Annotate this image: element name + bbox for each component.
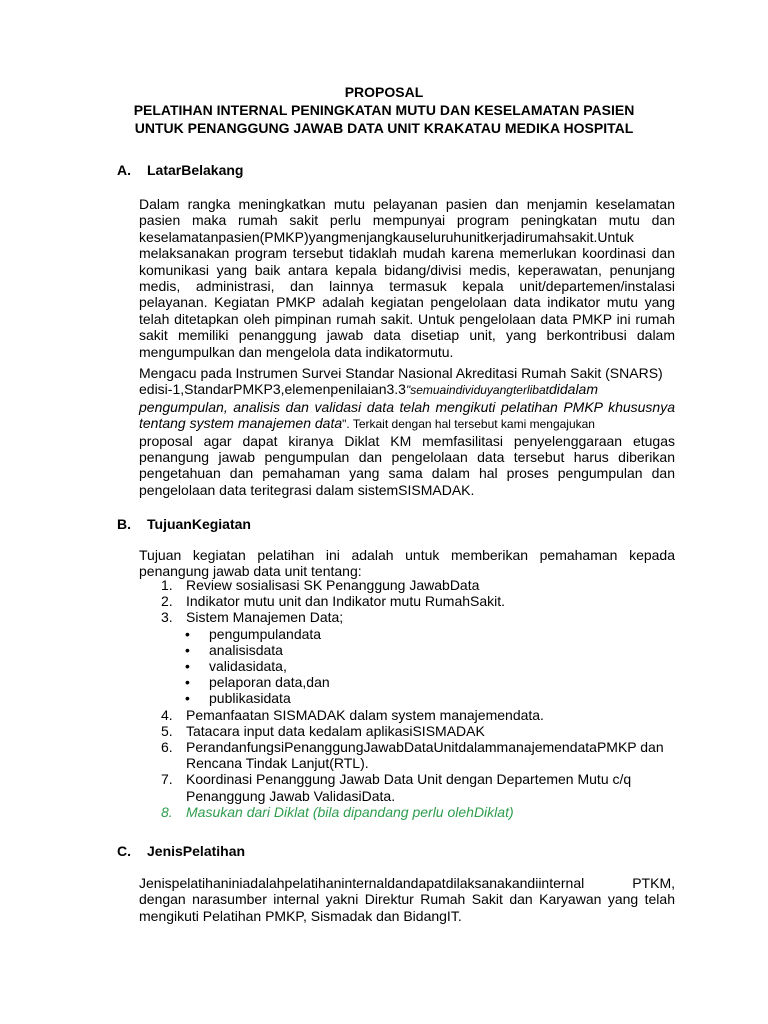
list-text: Review sosialisasi SK Penanggung JawabData <box>186 577 480 593</box>
bullet-item <box>139 658 675 674</box>
bullet-dot-icon: • <box>185 658 190 675</box>
list-text: Tatacara input data kedalam aplikasiSISMADAK <box>186 722 485 739</box>
section-a-heading <box>117 162 243 179</box>
section-b-intro <box>139 547 675 580</box>
bullet-dot-icon: • <box>185 625 190 642</box>
list-item <box>139 739 675 755</box>
list-number: 2. <box>161 593 173 610</box>
list-number: 1. <box>161 577 173 593</box>
paragraph-line: sakit memiliki penanggung jawab data disetiap unit, yang berkontribusi dalam <box>139 327 675 344</box>
list-item <box>139 707 675 723</box>
list-text: Penanggung Jawab ValidasiData. <box>186 787 396 804</box>
section-b-letter: B. <box>117 516 131 532</box>
quote-follow: ". Terkait dengan hal tersebut kami mengajukan <box>342 417 595 432</box>
list-item-continuation <box>139 788 675 804</box>
paragraph-line: proposal agar dapat kiranya Diklat KM memfasilitasi penyelenggaraan etugas <box>139 432 675 449</box>
paragraph-line: medis, administrasi, dan lainnya termasuk kepala unit/departemen/instalasi <box>139 278 675 295</box>
section-a-paragraph-2 <box>139 365 675 498</box>
section-b-title: TujuanKegiatan <box>147 516 251 532</box>
bullet-item <box>139 626 675 642</box>
list-number: 3. <box>161 609 173 626</box>
paragraph-line: melaksanakan program tersebut tidaklah mudah karena memerlukan koordinasi dan <box>139 245 675 262</box>
section-c-letter: C. <box>117 843 131 859</box>
bullet-dot-icon: • <box>185 641 190 658</box>
paragraph-line: Mengacu pada Instrumen Survei Standar Nasional Akreditasi Rumah Sakit (SNARS) <box>139 365 663 381</box>
quote-end: tentang system manajemen data <box>139 415 343 432</box>
section-c-heading <box>117 843 245 860</box>
paragraph-line: pengelolaan data teritegrasi dalam sistemSISMADAK. <box>139 481 475 498</box>
bullet-text: pengumpulandata <box>209 625 322 642</box>
reference-text: edisi-1,StandarPMKP3,elemenpenilaian3.3 <box>139 381 406 398</box>
list-item-highlighted <box>139 804 675 820</box>
document-title <box>0 83 768 137</box>
section-b-heading <box>117 516 251 533</box>
section-c-paragraph <box>139 875 675 924</box>
list-text: Koordinasi Penanggung Jawab Data Unit dengan Departemen Mutu c/q <box>186 771 632 788</box>
bullet-item <box>139 674 675 690</box>
paragraph-line: dengan narasumber internal yakni Direktur Rumah Sakit dan Karyawan yang telah <box>139 891 675 908</box>
title-line-1: PROPOSAL <box>344 84 424 100</box>
bullet-dot-icon: • <box>185 674 190 691</box>
list-item <box>139 609 675 625</box>
paragraph-line: pasien maka rumah sakit perlu mempunyai program peningkatan mutu dan <box>139 212 675 229</box>
paragraph-line: pengetahuan dan pemahaman yang sama dalam hal proses pengumpulan dan <box>139 465 675 482</box>
list-item <box>139 723 675 739</box>
paragraph-line: penangung jawab pengumpulan dan pengelolaan data tersebut harus diberikan <box>139 449 675 466</box>
section-c-title: JenisPelatihan <box>147 843 246 859</box>
list-number: 8. <box>161 803 173 820</box>
list-text: Rencana Tindak Lanjut(RTL). <box>186 755 369 772</box>
section-a-paragraph-1 <box>139 196 675 360</box>
paragraph-line: komunikasi yang baik antara kepala bidang/divisi medis, keperawatan, penunjang <box>139 261 675 278</box>
paragraph-line: mengikuti Pelatihan PMKP, Sismadak dan BidangIT. <box>139 907 462 924</box>
list-item-continuation <box>139 755 675 771</box>
list-text: Pemanfaatan SISMADAK dalam system manajemendata. <box>186 706 544 723</box>
list-item <box>139 593 675 609</box>
list-item <box>139 771 675 787</box>
title-line-2: PELATIHAN INTERNAL PENINGKATAN MUTU DAN KESELAMATAN PASIEN <box>133 102 635 118</box>
paragraph-line: Tujuan kegiatan pelatihan ini adalah untuk memberikan pemahaman kepada <box>139 547 675 563</box>
paragraph-line: Dalam rangka meningkatkan mutu pelayanan pasien dan menjamin keselamatan <box>139 196 675 212</box>
objectives-list <box>139 577 675 820</box>
paragraph-line <box>139 381 675 398</box>
list-text: Sistem Manajemen Data; <box>186 609 344 626</box>
paragraph-line: pelayanan. Kegiatan PMKP adalah kegiatan pengelolaan data indikator mutu yang <box>139 294 675 311</box>
bullet-text: analisisdata <box>209 641 283 658</box>
list-number: 5. <box>161 722 173 739</box>
title-line-3: UNTUK PENANGGUNG JAWAB DATA UNIT KRAKATAU MEDIKA HOSPITAL <box>134 120 634 136</box>
section-a-title: LatarBelakang <box>147 162 244 178</box>
section-a-letter: A. <box>117 162 131 178</box>
bullet-item <box>139 690 675 706</box>
list-text: PerandanfungsiPenanggungJawabDataUnitdalammanajemendataPMKP dan <box>186 739 664 756</box>
bullet-text: pelaporan data,dan <box>209 674 330 691</box>
bullet-text: publikasidata <box>209 690 291 707</box>
list-item <box>139 577 675 593</box>
list-number: 6. <box>161 739 173 756</box>
quote-start: "semuaindividuyangterlibat <box>405 383 549 398</box>
paragraph-line: penangung jawab data unit tentang: <box>139 563 362 580</box>
list-number: 4. <box>161 706 173 723</box>
paragraph-line: keselamatanpasien(PMKP)yangmenjangkauseluruhunitkerjadirumahsakit.Untuk <box>139 228 634 245</box>
list-text: Indikator mutu unit dan Indikator mutu RumahSakit. <box>186 593 506 610</box>
quote-italic: didalam <box>548 381 598 398</box>
paragraph-line: Jenispelatihaniniadalahpelatihaninternaldandapatdilaksanakandiinternal PTKM, <box>139 875 675 891</box>
paragraph-line-italic: pengumpulan, analisis dan validasi data telah mengikuti pelatihan PMKP khususnya <box>139 398 675 415</box>
bullet-item <box>139 642 675 658</box>
bullet-dot-icon: • <box>185 690 190 707</box>
paragraph-line: telah ditetapkan oleh pimpinan rumah sakit. Untuk pengelolaan data PMKP ini rumah <box>139 310 675 327</box>
paragraph-line <box>139 415 675 432</box>
list-text: Masukan dari Diklat (bila dipandang perlu olehDiklat) <box>186 803 514 820</box>
bullet-text: validasidata, <box>209 658 287 675</box>
paragraph-line: mengumpulkan dan mengelola data indikatormutu. <box>139 343 454 360</box>
list-number: 7. <box>161 771 173 788</box>
